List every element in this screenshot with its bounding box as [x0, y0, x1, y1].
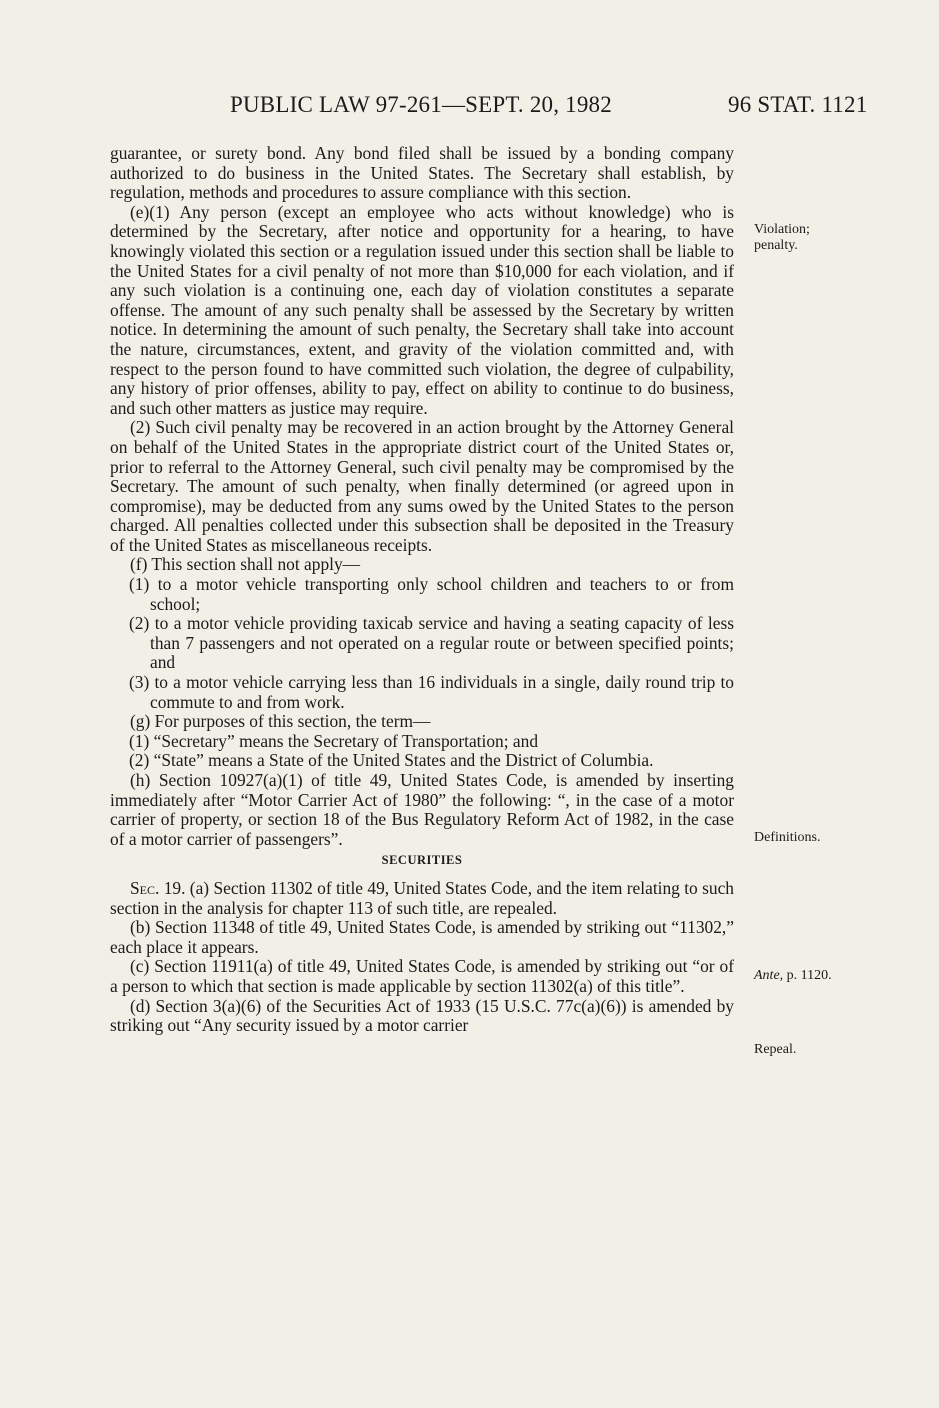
margin-note-violation: [754, 222, 874, 254]
paragraph-sec19-b: (b) Section 11348 of title 49, United States Code, is amended by striking out “11302,” each place it appears.: [110, 917, 734, 957]
section-19a-text: 19. (a) Section 11302 of title 49, United States Code, and the item relating to such section in the analysis for chapter 113 of such title, are repealed.: [110, 877, 734, 918]
statute-page-reference: 96 STAT. 1121: [728, 92, 868, 117]
section-heading-securities: SECURITIES: [381, 853, 463, 868]
paragraph-f2-taxicab: (2) to a motor vehicle providing taxicab service and having a seating capacity of less than 7 passengers and not operated on a regular route or between specified points; and: [129, 613, 734, 673]
paragraph-e2-recovery: (2) Such civil penalty may be recovered in an action brought by the Attorney General on behalf of the United States in the appropriate district court of the United States or, prior to referral to the Attorney General, such civil penalty may be compromised by the Secretary. The amount of such penalty, when finally determined (or agreed upon in compromise), may be deducted from any sums owed by the United States to the person charged. All penalties collected under this subsection shall be deposited in the Treasury of the United States as miscellaneous receipts.: [110, 417, 734, 555]
margin-note-definitions: Definitions.: [754, 830, 821, 845]
paragraph-sec19-a: [110, 879, 734, 918]
statute-body: [110, 144, 734, 1036]
margin-note-ante: [754, 968, 874, 984]
paragraph-f1-school: (1) to a motor vehicle transporting only school children and teachers to or from school;: [129, 574, 734, 614]
paragraph-bond-continuation: guarantee, or surety bond. Any bond filed shall be issued by a bonding company authorized to do business in the United States. The Secretary shall establish, by regulation, methods and procedures to assure compliance with this section.: [110, 143, 734, 203]
margin-note-violation-line2: penalty.: [754, 238, 798, 253]
margin-note-repeal: Repeal.: [754, 1042, 797, 1057]
paragraph-sec19-c: (c) Section 11911(a) of title 49, United States Code, is amended by striking out “or of a person to which that section is made applicable by section 11302(a) of this title”.: [110, 956, 734, 996]
margin-note-ante-italic: Ante,: [754, 968, 784, 983]
paragraph-f3-commute: (3) to a motor vehicle carrying less than 16 individuals in a single, daily round trip to commute to and from work.: [129, 672, 734, 712]
page-header: [0, 92, 939, 126]
paragraph-g2-state: (2) “State” means a State of the United States and the District of Columbia.: [129, 750, 654, 771]
section-label: Sec.: [130, 877, 160, 898]
margin-note-ante-page: p. 1120.: [783, 968, 832, 983]
paragraph-g-definitions: (g) For purposes of this section, the term—: [130, 711, 431, 732]
margin-note-violation-line1: Violation;: [754, 222, 810, 237]
paragraph-e1-civil-penalty: (e)(1) Any person (except an employee who acts without knowledge) who is determined by the Secretary, after notice and opportunity for a hearing, to have knowingly violated this section or a regulation issued under this section shall be liable to the United States for a civil penalty of not more than $10,000 for each violation, and if any such violation is a continuing one, each day of violation constitutes a separate offense. The amount of any such penalty shall be assessed by the Secretary by written notice. In determining the amount of such penalty, the Secretary shall take into account the nature, circumstances, extent, and gravity of the violation committed and, with respect to the person found to have committed such violation, the degree of culpability, any history of prior offenses, ability to pay, effect on ability to continue to do business, and such other matters as justice may require.: [110, 201, 734, 418]
running-title: PUBLIC LAW 97-261—SEPT. 20, 1982: [230, 92, 612, 117]
paragraph-f-exemptions: (f) This section shall not apply—: [130, 554, 361, 575]
paragraph-g1-secretary: (1) “Secretary” means the Secretary of Transportation; and: [129, 730, 539, 751]
paragraph-sec19-d: (d) Section 3(a)(6) of the Securities Act of 1933 (15 U.S.C. 77c(a)(6)) is amended by striking out “Any security issued by a motor carrier: [110, 995, 734, 1036]
paragraph-h-amendment: (h) Section 10927(a)(1) of title 49, United States Code, is amended by inserting immediately after “Motor Carrier Act of 1980” the following: “, in the case of a motor carrier of property, or section 18 of the Bus Regulatory Reform Act of 1982, in the case of a motor carrier of passengers”.: [110, 770, 734, 849]
